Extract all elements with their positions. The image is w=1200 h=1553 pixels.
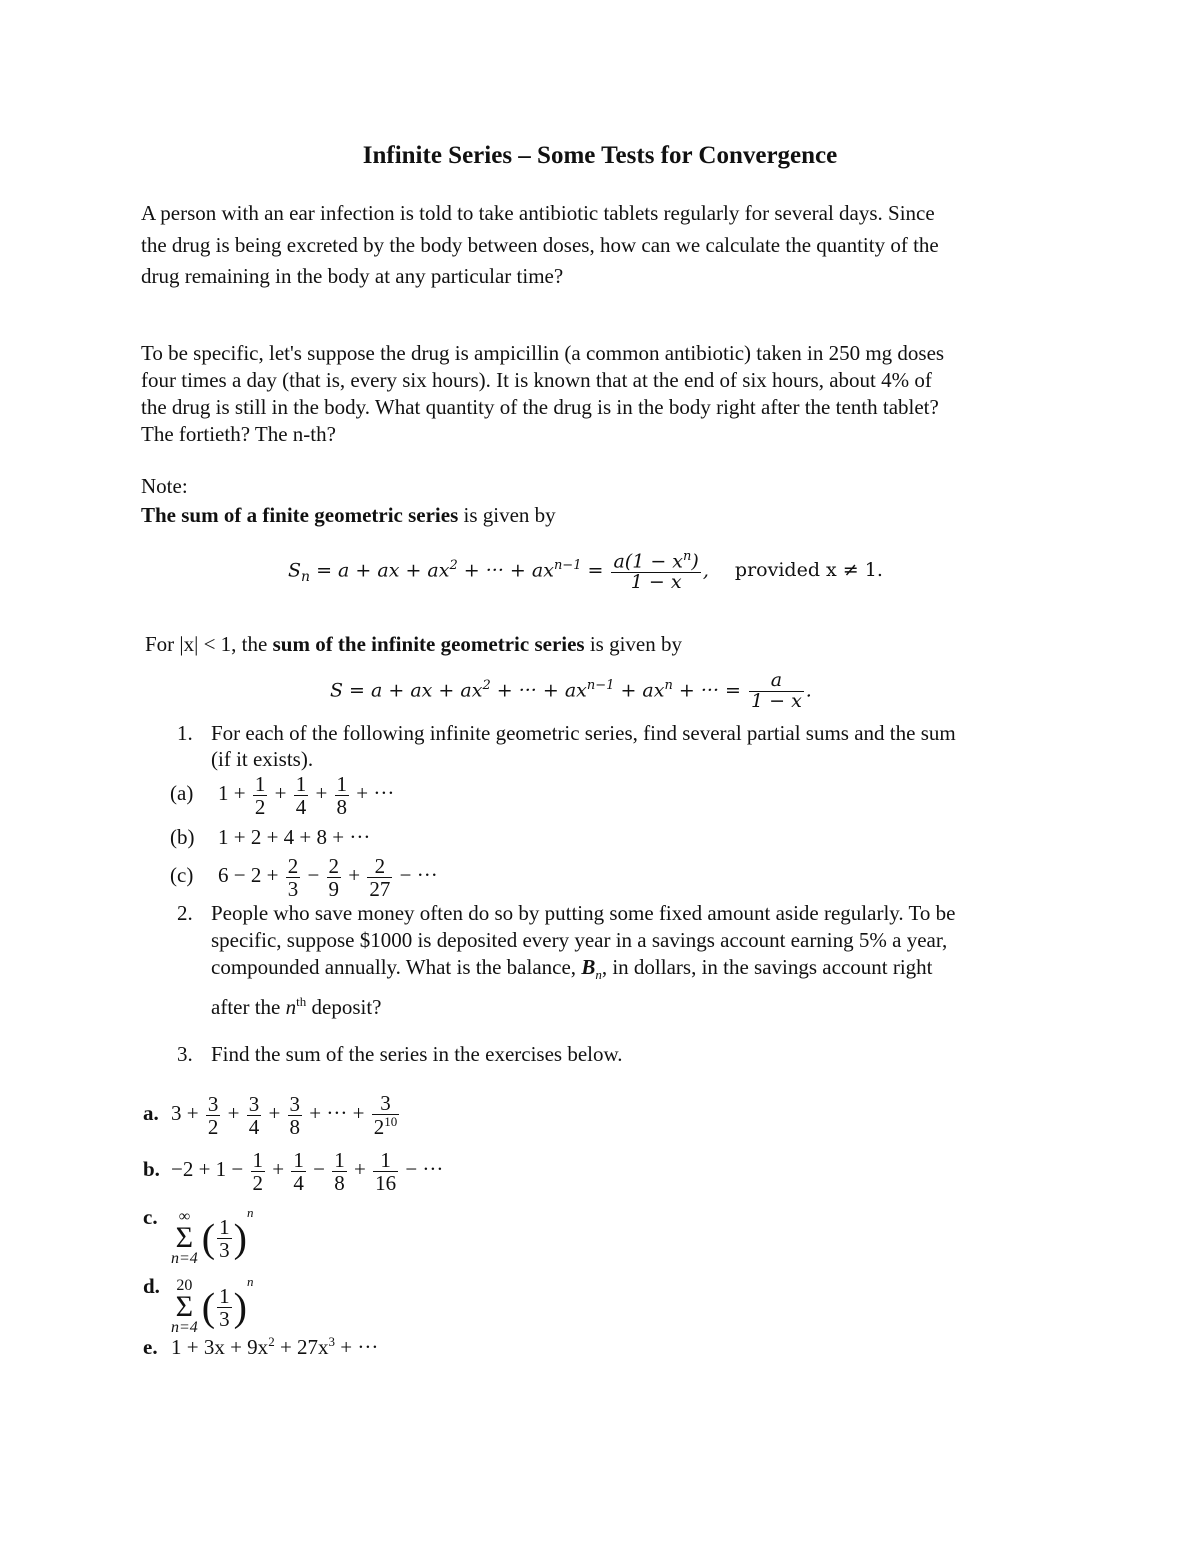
fraction-den: 3: [219, 1237, 230, 1262]
infinite-pre: For |x| < 1, the: [145, 632, 273, 656]
fraction: [332, 1149, 347, 1194]
infinite-rest: is given by: [584, 632, 683, 656]
question-text: (if it exists).: [211, 747, 314, 771]
question-text: after the: [211, 995, 286, 1020]
expr-text: +: [222, 1101, 245, 1125]
fraction: [291, 1149, 306, 1194]
formula-exp: n−1: [586, 678, 615, 693]
intro-line: A person with an ear infection is told to take antibiotic tablets regularly for several days. Since: [141, 201, 935, 225]
exercise-label: e.: [143, 1335, 158, 1359]
sum-upper: 20: [176, 1277, 193, 1295]
fraction-den: 4: [295, 794, 307, 819]
question-sup: th: [296, 994, 307, 1010]
fraction-den: 2: [207, 1114, 219, 1139]
note-label: Note:: [141, 474, 188, 498]
infinite-bold: sum of the infinite geometric series: [272, 632, 585, 656]
sigma-symbol: Σ: [175, 1221, 194, 1255]
expr-exp: 10: [384, 1114, 398, 1130]
formula-text: + ax: [614, 679, 665, 702]
fraction-num: 3: [248, 1091, 260, 1116]
expr-text: +: [310, 781, 333, 805]
specific-paragraph: [141, 340, 1061, 448]
part-label: (b): [170, 825, 195, 849]
exercise-d: [143, 1274, 253, 1336]
finite-rest: is given by: [458, 503, 556, 527]
question-text: Find the sum of the series in the exercises below.: [211, 1042, 623, 1066]
fraction-num: 1: [295, 771, 307, 796]
formula-exp: 2: [449, 558, 458, 573]
expr-text: 2: [373, 1115, 385, 1140]
expr-text: 1 + 2 + 4 + 8 + ···: [218, 825, 371, 849]
formula-text: a(1 − x: [613, 550, 684, 573]
fraction-num: 2: [287, 853, 299, 878]
expr-text: −: [307, 1157, 331, 1181]
question-var: B: [581, 955, 596, 979]
intro-paragraph: [141, 198, 1061, 293]
expr-exp: 3: [328, 1334, 336, 1349]
fraction-den: 16: [375, 1170, 397, 1195]
expr-text: −2 + 1 −: [171, 1157, 249, 1181]
expr-exp: 2: [268, 1334, 275, 1349]
expr-text: + 27x: [274, 1335, 329, 1359]
fraction: [367, 855, 392, 900]
q1-part-b: [170, 825, 370, 850]
fraction-den: 8: [334, 1170, 345, 1195]
question-number: 1.: [177, 721, 193, 745]
fraction: [251, 1149, 266, 1194]
finite-bold: The sum of a finite geometric series: [141, 503, 459, 527]
exercise-b: [143, 1143, 443, 1195]
expr-text: + ··· +: [304, 1101, 370, 1125]
fraction: [217, 1285, 232, 1330]
part-label: (a): [170, 781, 194, 805]
formula-exp: n: [664, 678, 673, 693]
paren-right: ): [233, 1215, 247, 1261]
fraction-num: 2: [367, 855, 392, 878]
exercise-label: a.: [143, 1101, 159, 1125]
exercise-e: [143, 1334, 378, 1360]
specific-line: the drug is still in the body. What quantity of the drug is in the body right after the tenth tablet?: [141, 395, 939, 419]
fraction-den: 1 − x: [630, 570, 682, 593]
expr-text: 6 − 2 +: [218, 863, 284, 887]
expr-text: + ···: [351, 781, 395, 805]
formula-exp: n−1: [553, 558, 582, 573]
fraction-den: 4: [248, 1114, 260, 1139]
fraction: [611, 550, 700, 593]
fraction: [247, 1093, 262, 1138]
fraction: [373, 1149, 398, 1194]
fraction-den: 1 − x: [750, 689, 802, 712]
exercise-label: d.: [143, 1274, 160, 1298]
question-text: specific, suppose $1000 is deposited every year in a savings account earning 5% a year,: [211, 928, 948, 952]
formula-text: S: [288, 559, 302, 582]
fraction: [372, 1092, 400, 1138]
fraction: [286, 855, 301, 900]
expr-text: +: [267, 1157, 290, 1181]
fraction-num: 1: [252, 1147, 264, 1172]
fraction-den: 3: [287, 876, 299, 901]
infinite-sum-formula: [330, 662, 812, 714]
q1-part-c: [170, 850, 438, 900]
question-text: compounded annually. What is the balance,: [211, 955, 582, 979]
question-text: For each of the following infinite geometric series, find several partial sums and the sum: [211, 721, 956, 745]
fraction-den: 9: [328, 876, 340, 901]
fraction-den: 8: [289, 1114, 301, 1139]
expr-exp: n: [246, 1274, 254, 1289]
fraction-num: 3: [372, 1092, 400, 1115]
formula-text: + ··· =: [672, 679, 747, 702]
expr-exp: n: [246, 1205, 254, 1220]
page-title: Infinite Series – Some Tests for Convergence: [362, 142, 838, 169]
fraction: [217, 1216, 232, 1261]
expr-text: − ···: [400, 1157, 444, 1181]
expr-text: +: [263, 1101, 286, 1125]
expr-text: + ···: [335, 1335, 379, 1359]
paren-right: ): [233, 1284, 247, 1330]
expr-text: − ···: [394, 863, 438, 887]
expr-text: 1 +: [218, 781, 251, 805]
intro-line: the drug is being excreted by the body between doses, how can we calculate the quantity of the: [141, 232, 939, 257]
summation: [171, 1278, 198, 1336]
fraction-num: 1: [219, 1214, 230, 1239]
exercise-label: b.: [143, 1157, 160, 1181]
fraction-num: 1: [336, 771, 348, 796]
infinite-series-heading: [145, 632, 682, 657]
formula-text: = a + ax + ax: [310, 559, 450, 582]
fraction-num: 3: [289, 1091, 301, 1116]
question-sub: n: [595, 967, 602, 983]
question-text: , in dollars, in the savings account right: [601, 955, 933, 979]
fraction-num: 1: [334, 1147, 345, 1172]
fraction: [335, 773, 350, 818]
formula-text: + ··· + ax: [457, 559, 554, 582]
fraction-den: 2: [254, 794, 266, 819]
formula-sub: n: [301, 569, 311, 586]
provided-text: provided x ≠ 1.: [734, 559, 883, 582]
expr-text: +: [343, 863, 366, 887]
question-2: [177, 900, 955, 1021]
fraction: [327, 855, 342, 900]
fraction-num: 1: [373, 1149, 398, 1172]
paren-left: (: [201, 1215, 216, 1261]
fraction: [288, 1093, 303, 1138]
formula-exp: n: [683, 548, 692, 564]
question-text: deposit?: [306, 995, 382, 1020]
expr-text: +: [269, 781, 292, 805]
expr-text: 1 + 3x + 9x: [171, 1335, 269, 1359]
question-number: 3.: [177, 1042, 193, 1066]
question-number: 2.: [177, 901, 193, 925]
finite-series-heading: [141, 503, 556, 528]
expr-text: −: [302, 863, 325, 887]
formula-text: =: [581, 559, 610, 582]
fraction-num: 1: [293, 1147, 304, 1172]
fraction-den: 4: [293, 1170, 304, 1195]
question-text: People who save money often do so by putting some fixed amount aside regularly. To be: [211, 901, 956, 925]
question-3: [177, 1042, 623, 1067]
formula-text: ,: [702, 559, 709, 582]
formula-text: + ··· + ax: [490, 679, 587, 702]
fraction: [294, 773, 309, 818]
sigma-symbol: Σ: [175, 1290, 194, 1324]
fraction-den: 3: [219, 1306, 230, 1331]
part-label: (c): [170, 863, 194, 887]
fraction-den: 27: [369, 876, 391, 901]
intro-line: drug remaining in the body at any particular time?: [141, 264, 564, 288]
fraction: [749, 668, 804, 712]
fraction-den: [372, 1115, 400, 1138]
summation: [171, 1209, 198, 1267]
sum-lower: n=4: [171, 1250, 198, 1268]
fraction-den: 2: [252, 1170, 264, 1195]
fraction-num: [611, 550, 700, 573]
exercise-a: [143, 1086, 401, 1140]
exercise-c: [143, 1205, 253, 1267]
formula-exp: 2: [482, 678, 491, 693]
fraction-den: 8: [336, 794, 348, 819]
question-var: n: [285, 995, 297, 1020]
formula-text: S = a + ax + ax: [330, 679, 483, 702]
finite-sum-formula: [288, 538, 883, 605]
expr-text: 3 +: [171, 1101, 204, 1125]
fraction-num: 3: [207, 1091, 219, 1116]
formula-text: .: [805, 679, 812, 702]
fraction-num: 1: [254, 771, 266, 796]
formula-text: ): [691, 550, 699, 573]
specific-line: four times a day (that is, every six hours). It is known that at the end of six hours, about 4% of: [141, 368, 932, 392]
q1-part-a: [170, 768, 394, 818]
fraction-num: a: [749, 671, 804, 692]
paren-left: (: [201, 1284, 216, 1330]
fraction: [253, 773, 268, 818]
question-1: [177, 720, 956, 772]
fraction-num: 1: [219, 1283, 230, 1308]
specific-line: The fortieth? The n-th?: [141, 422, 336, 446]
exercise-label: c.: [143, 1205, 158, 1229]
sum-upper: ∞: [178, 1208, 191, 1226]
fraction-num: 2: [328, 853, 340, 878]
fraction: [206, 1093, 221, 1138]
sum-lower: n=4: [171, 1319, 198, 1337]
expr-text: +: [348, 1157, 372, 1181]
specific-line: To be specific, let's suppose the drug is ampicillin (a common antibiotic) taken in 250 mg doses: [141, 341, 945, 365]
